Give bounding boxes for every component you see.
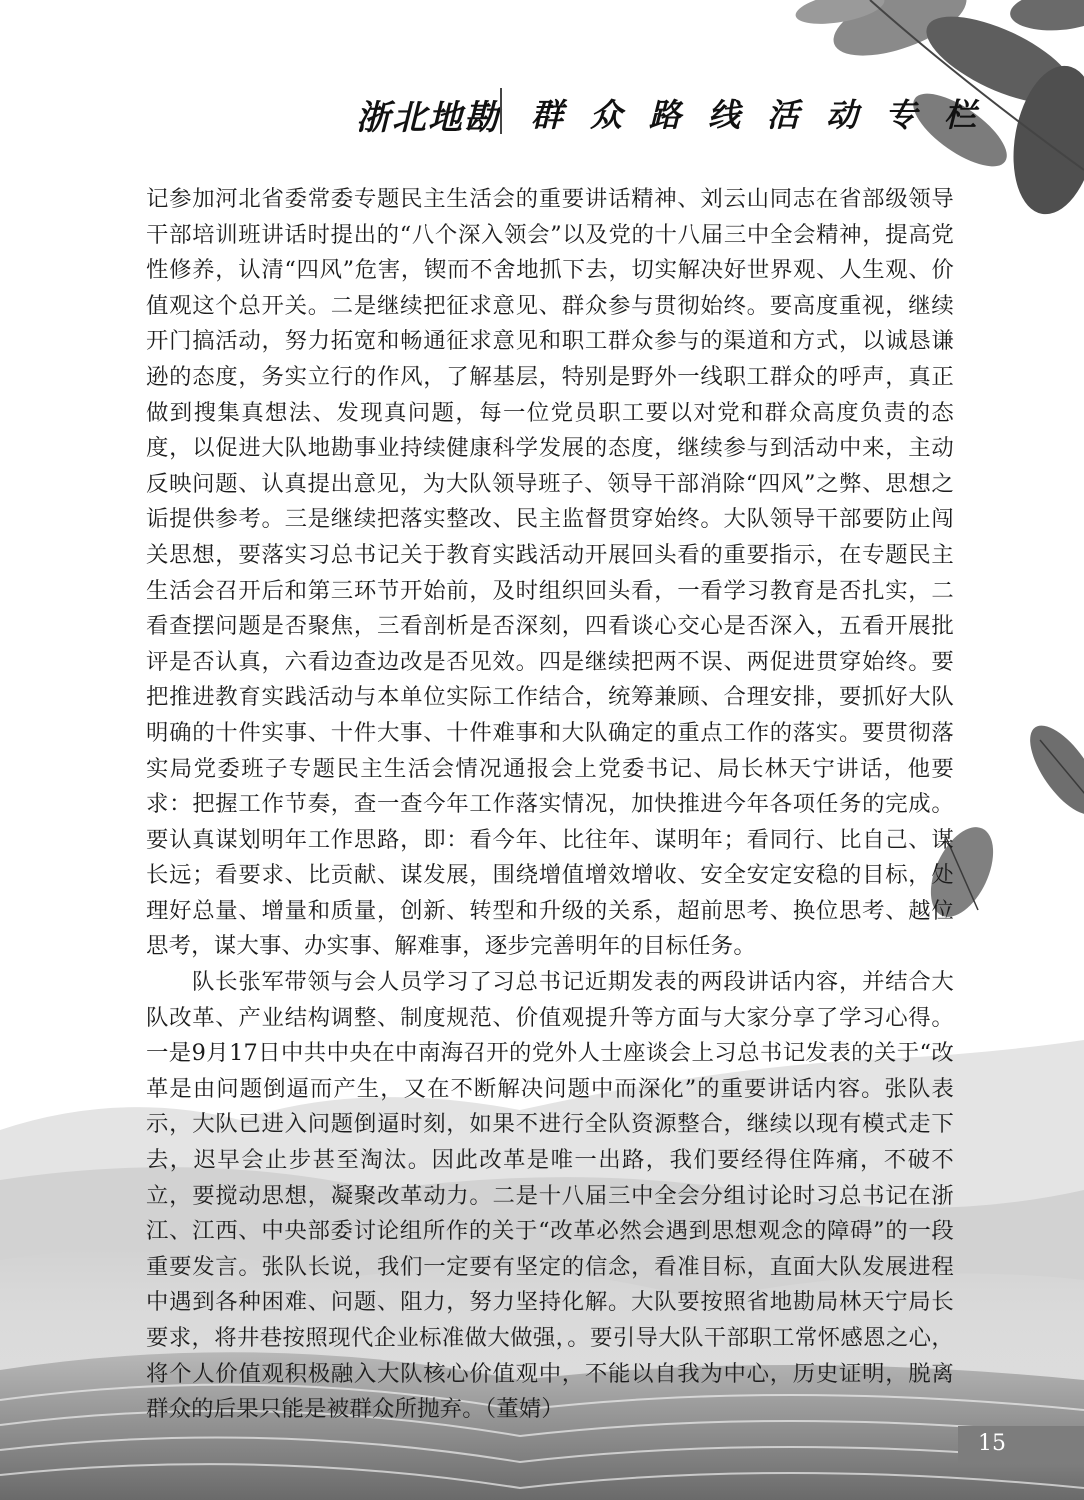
page-number: 15 xyxy=(978,1431,1006,1456)
magazine-name: 浙北地勘 xyxy=(356,98,500,138)
header-divider xyxy=(500,88,502,134)
article-body xyxy=(146,182,954,1428)
falling-leaf-icon xyxy=(1017,715,1084,825)
article-paragraph: 队长张军带领与会人员学习了习总书记近期发表的两段讲话内容，并结合大队改革、产业结构调整、制度规范、价值观提升等方面与大家分享了学习心得。一是9月17日中共中央在中南海召开的党外人士座谈会上习总书记发表的关于“改革是由问题倒逼而产生，又在不断解决问题中而深化”的重要讲话内容。张队表示，大队已进入问题倒逼时刻，如果不进行全队资源整合，继续以现有模式走下去，迟早会止步甚至淘汰。因此改革是唯一出路，我们要经得住阵痛，不破不立，要搅动思想，凝聚改革动力。二是十八届三中全会分组讨论时习总书记在浙江、江西、中央部委讨论组所作的关于“改革必然会遇到思想观念的障碍”的一段重要发言。张队长说，我们一定要有坚定的信念，看准目标，直面大队发展进程中遇到各种困难、问题、阻力，努力坚持化解。大队要按照省地勘局林天宁局长要求，将井巷按照现代企业标准做大做强，。要引导大队干部职工常怀感恩之心，将个人价值观积极融入大队核心价值观中，不能以自我为中心，历史证明，脱离群众的后果只能是被群众所抛弃。（董婧） xyxy=(146,969,954,1423)
article-paragraph: 记参加河北省委常委专题民主生活会的重要讲话精神、刘云山同志在省部级领导干部培训班讲话时提出的“八个深入领会”以及党的十八届三中全会精神，提高党性修养，认清“四风”危害，锲而不舍地抓下去，切实解决好世界观、人生观、价值观这个总开关。二是继续把征求意见、群众参与贯彻始终。要高度重视，继续开门搞活动，努力拓宽和畅通征求意见和职工群众参与的渠道和方式，以诚恳谦逊的态度，务实立行的作风，了解基层，特别是野外一线职工群众的呼声，真正做到搜集真想法、发现真问题，每一位党员职工要以对党和群众高度负责的态度，以促进大队地勘事业持续健康科学发展的态度，继续参与到活动中来，主动反映问题、认真提出意见，为大队领导班子、领导干部消除“四风”之弊、思想之诟提供参考。三是继续把落实整改、民主监督贯穿始终。大队领导干部要防止闯关思想，要落实习总书记关于教育实践活动开展回头看的重要指示，在专题民主生活会召开后和第三环节开始前，及时组织回头看，一看学习教育是否扎实，二看查摆问题是否聚焦，三看剖析是否深刻，四看谈心交心是否深入，五看开展批评是否认真，六看边查边改是否见效。四是继续把两不误、两促进贯穿始终。要把推进教育实践活动与本单位实际工作结合，统筹兼顾、合理安排，要抓好大队明确的十件实事、十件大事、十件难事和大队确定的重点工作的落实。要贯彻落实局党委班子专题民主生活会情况通报会上党委书记、局长林天宁讲话，他要求：把握工作节奏，查一查今年工作落实情况，加快推进今年各项任务的完成。要认真谋划明年工作思路，即：看今年、比往年、谋明年；看同行、比自己、谋长远；看要求、比贡献、谋发展，围绕增值增效增收、安全安定安稳的目标，处理好总量、增量和质量，创新、转型和升级的关系，超前思考、换位思考、越位思考，谋大事、办实事、解难事，逐步完善明年的目标任务。 xyxy=(146,186,954,960)
column-title: 群众路线活动专栏 xyxy=(531,96,1004,134)
page-header xyxy=(356,88,1004,138)
page-number-badge xyxy=(958,1426,1084,1464)
